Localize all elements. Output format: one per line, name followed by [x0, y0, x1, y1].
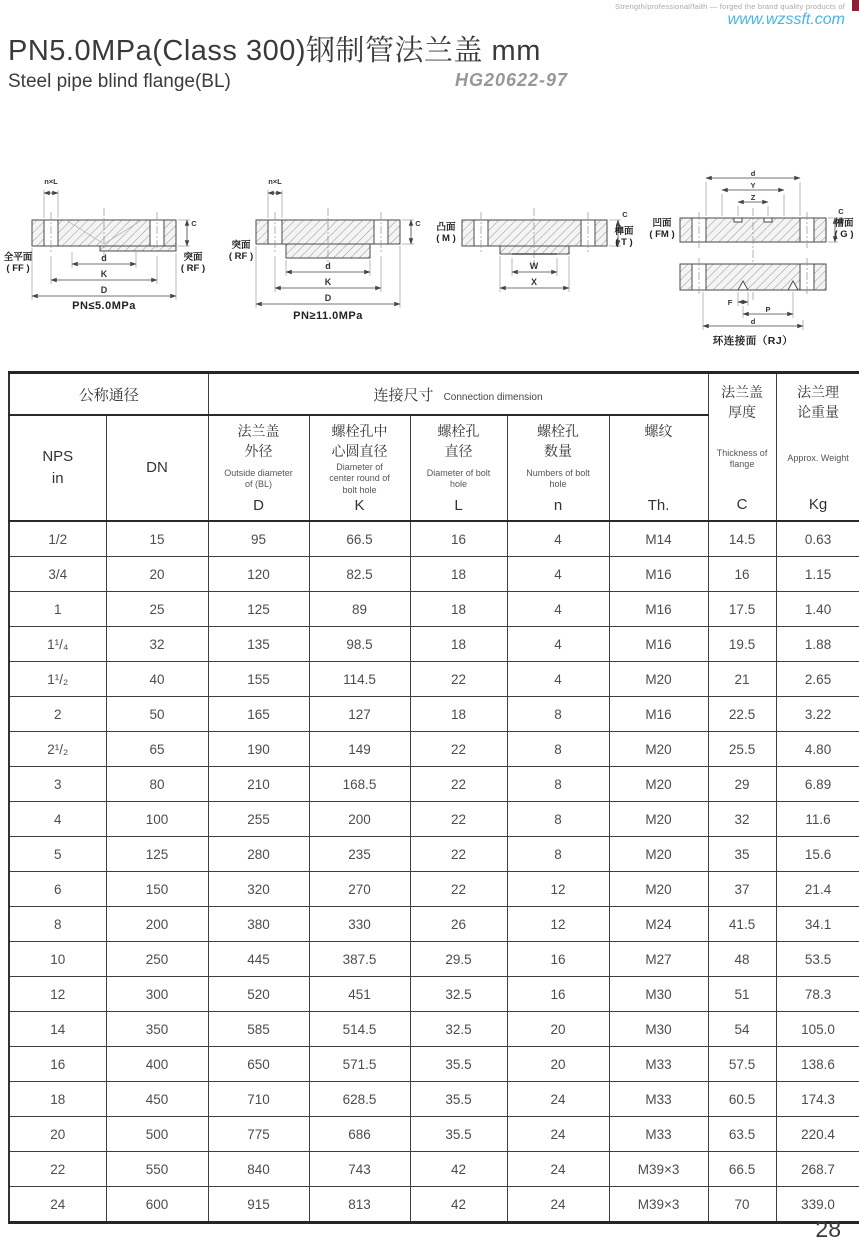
cell: 32	[106, 627, 208, 662]
col-header-thickness: 法兰盖 厚度 Thickness of flange C	[708, 373, 776, 522]
table-row	[9, 1082, 859, 1117]
table-row	[9, 592, 859, 627]
cell: 35.5	[410, 1047, 507, 1082]
cell: 65	[106, 732, 208, 767]
cell: 125	[106, 837, 208, 872]
cell: 5	[9, 837, 106, 872]
cell: 48	[708, 942, 776, 977]
cell: 51	[708, 977, 776, 1012]
cell: 16	[507, 977, 609, 1012]
cell: 127	[309, 697, 410, 732]
dim-label-dd: D	[100, 285, 108, 295]
cell: 813	[309, 1187, 410, 1223]
cell: 24	[507, 1082, 609, 1117]
cell: 29	[708, 767, 776, 802]
cell: 15.6	[776, 837, 859, 872]
face-label-t: 榫面	[614, 226, 634, 237]
dim-label-w: W	[529, 261, 539, 271]
cell: 138.6	[776, 1047, 859, 1082]
cell: 4	[507, 592, 609, 627]
cell: 330	[309, 907, 410, 942]
cell: 451	[309, 977, 410, 1012]
dim-label-k: K	[100, 269, 108, 279]
cell: 15	[106, 521, 208, 557]
cell: 12	[507, 907, 609, 942]
table-row	[9, 697, 859, 732]
cell: 165	[208, 697, 309, 732]
cell: 18	[410, 557, 507, 592]
cell: 16	[708, 557, 776, 592]
cell: 280	[208, 837, 309, 872]
cell: 270	[309, 872, 410, 907]
dim-label-d-bot: d	[750, 317, 756, 326]
cell: 250	[106, 942, 208, 977]
cell: 89	[309, 592, 410, 627]
col-header-dn: DN	[106, 415, 208, 521]
cell: 1¹/₄	[9, 627, 106, 662]
cell: 500	[106, 1117, 208, 1152]
cell: 22	[410, 837, 507, 872]
cell: 29.5	[410, 942, 507, 977]
dim-label-c: C	[838, 207, 844, 216]
cell: 0.63	[776, 521, 859, 557]
cell: 54	[708, 1012, 776, 1047]
cell: 42	[410, 1187, 507, 1223]
cell: 20	[9, 1117, 106, 1152]
dim-label-c: C	[415, 219, 421, 228]
page-subtitle-en: Steel pipe blind flange(BL)	[8, 71, 231, 92]
cell: M20	[609, 767, 708, 802]
cell: 50	[106, 697, 208, 732]
cell: 105.0	[776, 1012, 859, 1047]
cell: 80	[106, 767, 208, 802]
cell: 35	[708, 837, 776, 872]
table-row	[9, 802, 859, 837]
cell: 840	[208, 1152, 309, 1187]
dim-label-p: P	[765, 305, 771, 314]
col-header-bolt-hole-number: 螺栓孔 数量 Numbers of bolt hole n	[507, 415, 609, 521]
cell: 149	[309, 732, 410, 767]
cell: 32	[708, 802, 776, 837]
cell: M30	[609, 977, 708, 1012]
cell: 268.7	[776, 1152, 859, 1187]
cell: 22.5	[708, 697, 776, 732]
cell: 686	[309, 1117, 410, 1152]
cell: 12	[507, 872, 609, 907]
table-row	[9, 1187, 859, 1223]
cell: M20	[609, 872, 708, 907]
drawing-fm-g-rj-flange	[648, 168, 859, 350]
cell: 1	[9, 592, 106, 627]
table-row	[9, 1047, 859, 1082]
cell: 320	[208, 872, 309, 907]
cell: 350	[106, 1012, 208, 1047]
cell: 1¹/₂	[9, 662, 106, 697]
cell: 78.3	[776, 977, 859, 1012]
cell: M16	[609, 627, 708, 662]
table-row	[9, 767, 859, 802]
cell: 18	[410, 592, 507, 627]
cell: 220.4	[776, 1117, 859, 1152]
cell: 1/2	[9, 521, 106, 557]
face-label-fm: 凹面	[652, 218, 672, 229]
cell: 8	[9, 907, 106, 942]
cell: 150	[106, 872, 208, 907]
cell: 53.5	[776, 942, 859, 977]
cell: 8	[507, 802, 609, 837]
face-label-g: 槽面	[834, 218, 854, 229]
cell: 17.5	[708, 592, 776, 627]
cell: M20	[609, 662, 708, 697]
cell: 63.5	[708, 1117, 776, 1152]
cell: 57.5	[708, 1047, 776, 1082]
face-label-ff: 全平面	[4, 252, 33, 263]
dim-label-y: Y	[750, 181, 756, 190]
cell: 40	[106, 662, 208, 697]
cell: 60.5	[708, 1082, 776, 1117]
cell: 98.5	[309, 627, 410, 662]
cell: 66.5	[309, 521, 410, 557]
cell: 235	[309, 837, 410, 872]
drawing4-caption: 环连接面（RJ）	[712, 335, 794, 347]
cell: 2	[9, 697, 106, 732]
technical-drawings	[0, 168, 859, 350]
cell: 16	[507, 942, 609, 977]
cell: 10	[9, 942, 106, 977]
cell: 255	[208, 802, 309, 837]
cell: 135	[208, 627, 309, 662]
connection-dimension-header: 连接尺寸 Connection dimension	[208, 373, 708, 416]
cell: 168.5	[309, 767, 410, 802]
dim-label-dd: D	[324, 293, 332, 303]
table-row	[9, 977, 859, 1012]
dim-label-z: Z	[750, 193, 756, 202]
svg-text:( FF ): ( FF )	[6, 263, 30, 274]
cell: 22	[410, 767, 507, 802]
cell: M20	[609, 732, 708, 767]
dim-label-x: X	[530, 277, 538, 287]
table-row	[9, 942, 859, 977]
cell: 3	[9, 767, 106, 802]
corner-red-mark	[852, 0, 859, 11]
table-row	[9, 662, 859, 697]
cell: 2¹/₂	[9, 732, 106, 767]
cell: 4	[507, 521, 609, 557]
cell: 18	[410, 697, 507, 732]
cell: 22	[410, 662, 507, 697]
face-label-rf: 突面	[231, 240, 251, 251]
dim-label-d-top: d	[750, 169, 756, 178]
col-header-thread: 螺纹 Th.	[609, 415, 708, 521]
cell: 520	[208, 977, 309, 1012]
cell: 20	[106, 557, 208, 592]
cell: 20	[507, 1012, 609, 1047]
cell: 400	[106, 1047, 208, 1082]
cell: 628.5	[309, 1082, 410, 1117]
cell: 3.22	[776, 697, 859, 732]
cell: 445	[208, 942, 309, 977]
cell: 380	[208, 907, 309, 942]
dim-label-d: d	[325, 261, 331, 271]
cell: 650	[208, 1047, 309, 1082]
face-label-rf: 突面	[183, 252, 203, 263]
cell: 24	[507, 1152, 609, 1187]
cell: 200	[106, 907, 208, 942]
cell: M16	[609, 557, 708, 592]
nominal-diameter-header: 公称通径	[9, 373, 208, 416]
cell: 775	[208, 1117, 309, 1152]
cell: M14	[609, 521, 708, 557]
cell: 120	[208, 557, 309, 592]
cell: 24	[9, 1187, 106, 1223]
cell: 450	[106, 1082, 208, 1117]
cell: 35.5	[410, 1117, 507, 1152]
cell: 22	[410, 802, 507, 837]
cell: 25	[106, 592, 208, 627]
table-row	[9, 907, 859, 942]
cell: 2.65	[776, 662, 859, 697]
cell: 18	[9, 1082, 106, 1117]
cell: 4.80	[776, 732, 859, 767]
page-title: PN5.0MPa(Class 300)钢制管法兰盖 mm	[8, 35, 541, 67]
cell: 210	[208, 767, 309, 802]
col-header-bolt-circle: 螺栓孔中 心圆直径 Diameter of center round of bolt hole K	[309, 415, 410, 521]
cell: 82.5	[309, 557, 410, 592]
cell: 32.5	[410, 977, 507, 1012]
cell: M24	[609, 907, 708, 942]
col-header-nps: NPS in	[9, 415, 106, 521]
cell: 26	[410, 907, 507, 942]
flange-spec-table	[8, 371, 859, 1224]
cell: 915	[208, 1187, 309, 1223]
cell: 25.5	[708, 732, 776, 767]
cell: 22	[410, 732, 507, 767]
cell: M39×3	[609, 1187, 708, 1223]
cell: 339.0	[776, 1187, 859, 1223]
cell: 12	[9, 977, 106, 1012]
cell: M16	[609, 697, 708, 732]
cell: 34.1	[776, 907, 859, 942]
cell: M20	[609, 837, 708, 872]
spec-table-body	[9, 521, 859, 1223]
cell: 8	[507, 697, 609, 732]
page-number: 28	[815, 1216, 841, 1242]
cell: 1.88	[776, 627, 859, 662]
cell: 6.89	[776, 767, 859, 802]
table-row	[9, 732, 859, 767]
cell: M16	[609, 592, 708, 627]
cell: 6	[9, 872, 106, 907]
cell: 18	[410, 627, 507, 662]
drawing-m-t-flange	[432, 168, 638, 350]
drawing1-caption: PN≤5.0MPa	[72, 300, 136, 312]
drawing-rf-flange	[228, 168, 428, 350]
cell: 35.5	[410, 1082, 507, 1117]
cell: 42	[410, 1152, 507, 1187]
cell: 41.5	[708, 907, 776, 942]
cell: M30	[609, 1012, 708, 1047]
cell: 190	[208, 732, 309, 767]
table-row	[9, 1012, 859, 1047]
brand-tagline: Strength/professional/faith — forged the brand quality products of	[615, 2, 845, 11]
table-row	[9, 1117, 859, 1152]
cell: 24	[507, 1187, 609, 1223]
dim-label-f: F	[727, 298, 733, 307]
cell: M39×3	[609, 1152, 708, 1187]
cell: 4	[507, 627, 609, 662]
dim-label-k: K	[324, 277, 332, 287]
cell: 200	[309, 802, 410, 837]
cell: 100	[106, 802, 208, 837]
cell: M27	[609, 942, 708, 977]
cell: M33	[609, 1082, 708, 1117]
cell: 514.5	[309, 1012, 410, 1047]
dim-label-c: C	[191, 219, 197, 228]
cell: 14.5	[708, 521, 776, 557]
cell: 571.5	[309, 1047, 410, 1082]
face-label-m: 凸面	[436, 222, 456, 233]
table-row	[9, 627, 859, 662]
svg-text:( G ): ( G )	[834, 229, 854, 240]
col-header-bolt-hole-diameter: 螺栓孔 直径 Diameter of bolt hole L	[410, 415, 507, 521]
cell: M33	[609, 1117, 708, 1152]
svg-text:( RF ): ( RF )	[228, 251, 254, 262]
cell: 66.5	[708, 1152, 776, 1187]
cell: 710	[208, 1082, 309, 1117]
cell: 95	[208, 521, 309, 557]
table-row	[9, 521, 859, 557]
cell: 4	[9, 802, 106, 837]
cell: 70	[708, 1187, 776, 1223]
cell: M33	[609, 1047, 708, 1082]
cell: 19.5	[708, 627, 776, 662]
cell: 21	[708, 662, 776, 697]
cell: 37	[708, 872, 776, 907]
cell: 1.40	[776, 592, 859, 627]
standard-code: HG20622-97	[455, 70, 569, 90]
cell: 3/4	[9, 557, 106, 592]
cell: 8	[507, 767, 609, 802]
table-row	[9, 557, 859, 592]
cell: 8	[507, 732, 609, 767]
dim-label-nxl: n×L	[44, 177, 58, 186]
cell: 4	[507, 557, 609, 592]
cell: 16	[9, 1047, 106, 1082]
cell: 550	[106, 1152, 208, 1187]
dim-label-d: d	[101, 253, 107, 263]
table-row	[9, 837, 859, 872]
cell: 8	[507, 837, 609, 872]
drawing2-caption: PN≥11.0MPa	[293, 310, 363, 322]
cell: 387.5	[309, 942, 410, 977]
cell: 600	[106, 1187, 208, 1223]
cell: 300	[106, 977, 208, 1012]
cell: 22	[9, 1152, 106, 1187]
drawing-ff-rf-flange	[4, 168, 210, 350]
cell: 114.5	[309, 662, 410, 697]
cell: 4	[507, 662, 609, 697]
cell: 743	[309, 1152, 410, 1187]
table-row	[9, 1152, 859, 1187]
cell: M20	[609, 802, 708, 837]
cell: 24	[507, 1117, 609, 1152]
col-header-outside-diameter: 法兰盖 外径 Outside diameter of (BL) D	[208, 415, 309, 521]
cell: 20	[507, 1047, 609, 1082]
col-header-weight: 法兰理 论重量 Approx. Weight Kg	[776, 373, 859, 522]
cell: 14	[9, 1012, 106, 1047]
cell: 21.4	[776, 872, 859, 907]
cell: 155	[208, 662, 309, 697]
svg-text:( M ): ( M )	[436, 233, 456, 244]
table-row	[9, 872, 859, 907]
svg-text:( FM ): ( FM )	[649, 229, 675, 240]
cell: 22	[410, 872, 507, 907]
cell: 174.3	[776, 1082, 859, 1117]
cell: 16	[410, 521, 507, 557]
website-text: www.wzssft.com	[727, 11, 845, 28]
svg-text:( T ): ( T )	[615, 237, 633, 248]
dim-label-c: C	[622, 210, 628, 219]
cell: 32.5	[410, 1012, 507, 1047]
dim-label-nxl: n×L	[268, 177, 282, 186]
cell: 585	[208, 1012, 309, 1047]
cell: 1.15	[776, 557, 859, 592]
svg-text:( RF ): ( RF )	[180, 263, 206, 274]
cell: 11.6	[776, 802, 859, 837]
cell: 125	[208, 592, 309, 627]
